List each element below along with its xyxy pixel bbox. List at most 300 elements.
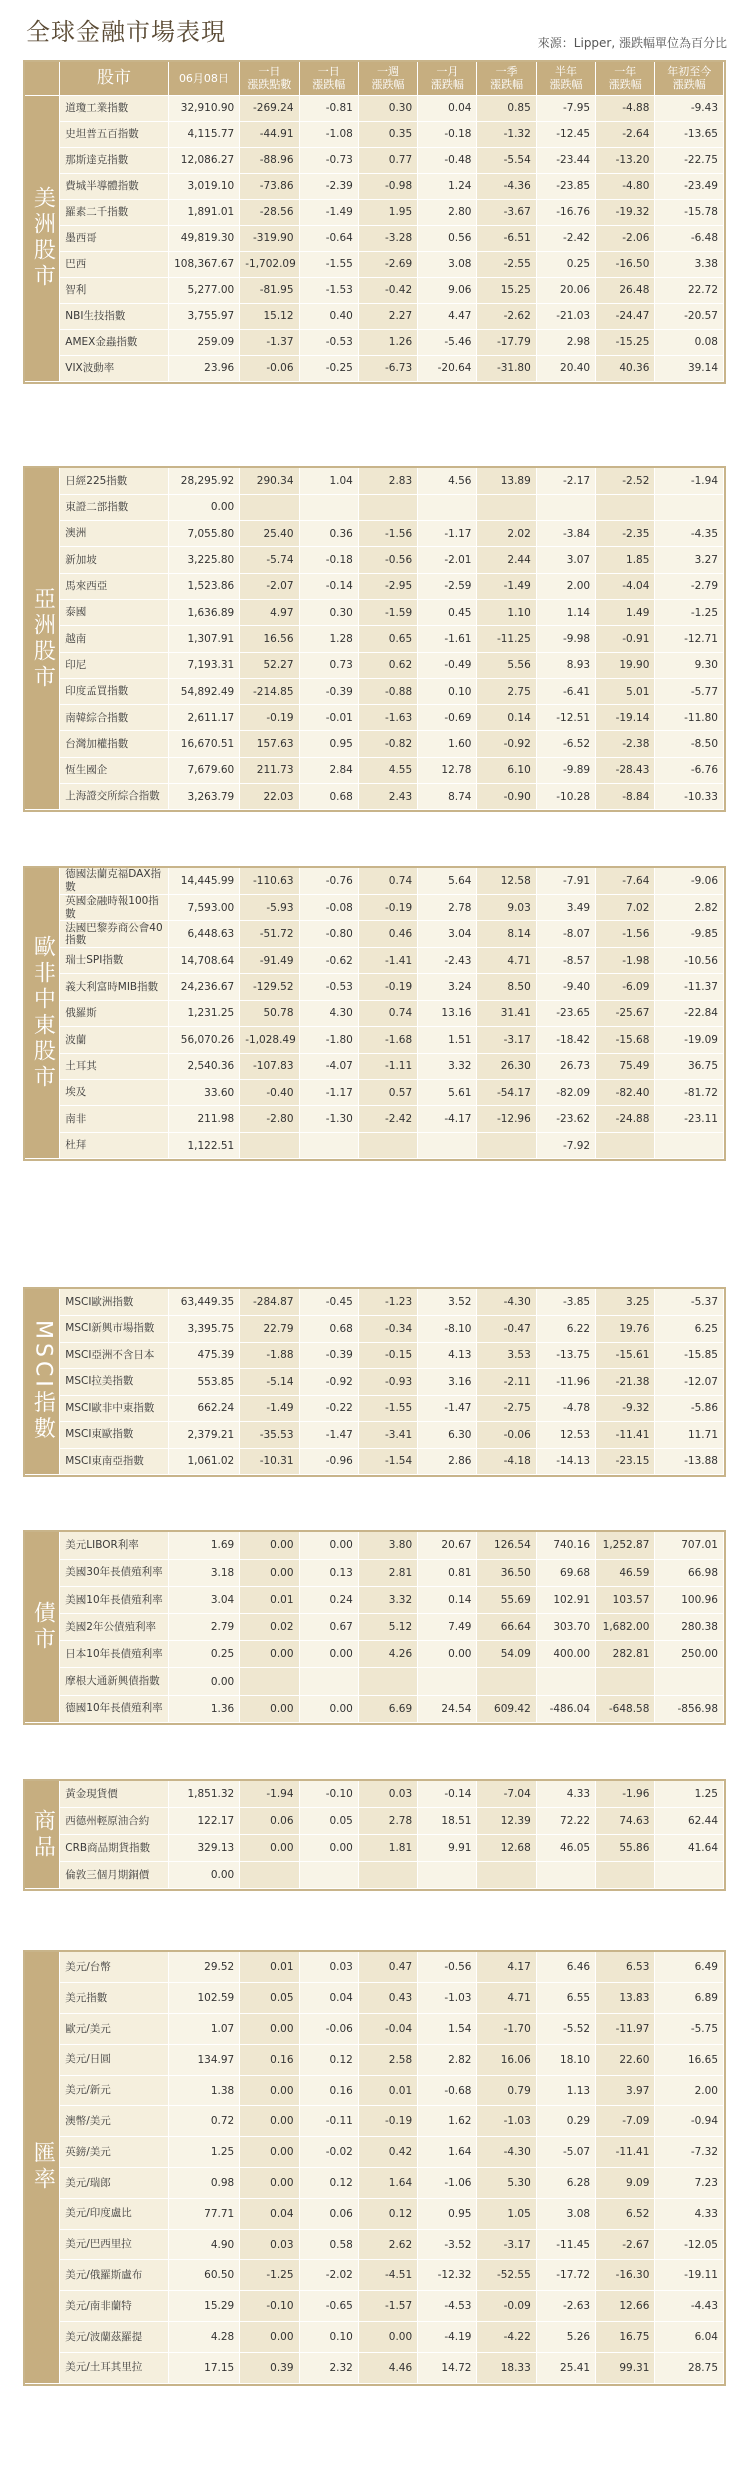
table-row xyxy=(25,678,724,704)
cell-value: 0.00 xyxy=(299,1835,358,1862)
row-name: 杜拜 xyxy=(60,1132,168,1158)
cell-value: 55.86 xyxy=(596,1835,655,1862)
cell-value: 12.66 xyxy=(596,2291,655,2322)
cell-value: -0.18 xyxy=(418,121,477,147)
cell-value: -8.57 xyxy=(536,947,595,973)
cell-value: 5.64 xyxy=(418,868,477,894)
cell-value: -1.47 xyxy=(299,1422,358,1449)
cell-value xyxy=(358,1668,417,1695)
cell-value: 12.58 xyxy=(477,868,536,894)
cell-value: 2.79 xyxy=(168,1614,240,1641)
column-header: 一月 漲跌幅 xyxy=(418,62,477,95)
table-row xyxy=(25,1000,724,1026)
cell-value: 3.49 xyxy=(536,894,595,920)
cell-value: 0.77 xyxy=(358,147,417,173)
cell-value: -22.84 xyxy=(655,1000,724,1026)
cell-value: 0.00 xyxy=(418,1641,477,1668)
cell-value: 20.67 xyxy=(418,1532,477,1559)
cell-value: -4.30 xyxy=(477,2137,536,2168)
cell-value: -5.14 xyxy=(240,1369,299,1396)
cell-value: -0.19 xyxy=(358,894,417,920)
cell-value: 22.72 xyxy=(655,277,724,303)
cell-value: -2.52 xyxy=(596,468,655,494)
cell-value: 1,122.51 xyxy=(168,1132,240,1158)
cell-value: 62.44 xyxy=(655,1808,724,1835)
table-row xyxy=(25,329,724,355)
cell-value: 6.04 xyxy=(655,2322,724,2353)
cell-value: 7,593.00 xyxy=(168,894,240,920)
cell-value: 26.30 xyxy=(477,1053,536,1079)
cell-value: -0.19 xyxy=(358,974,417,1000)
cell-value: 3,019.10 xyxy=(168,173,240,199)
cell-value: 4.28 xyxy=(168,2322,240,2353)
cell-value: 18.51 xyxy=(418,1808,477,1835)
cell-value: 1.95 xyxy=(358,199,417,225)
cell-value: 23.96 xyxy=(168,355,240,381)
table-row xyxy=(25,95,724,121)
cell-value: 99.31 xyxy=(596,2352,655,2383)
table-row xyxy=(25,573,724,599)
cell-value xyxy=(240,1862,299,1889)
cell-value: -6.73 xyxy=(358,355,417,381)
cell-value: 2.83 xyxy=(358,468,417,494)
cell-value: 0.68 xyxy=(299,1316,358,1343)
cell-value: 0.42 xyxy=(358,2137,417,2168)
row-name: 美元/台幣 xyxy=(60,1952,168,1983)
cell-value: -4.04 xyxy=(596,573,655,599)
cell-value: 0.00 xyxy=(299,1532,358,1559)
row-name: 恆生國企 xyxy=(60,757,168,783)
cell-value: 3.38 xyxy=(655,251,724,277)
cell-value: 0.30 xyxy=(358,95,417,121)
cell-value: 16.65 xyxy=(655,2044,724,2075)
cell-value: 1.25 xyxy=(655,1781,724,1808)
cell-value: -1.49 xyxy=(299,199,358,225)
cell-value: 1.60 xyxy=(418,731,477,757)
cell-value: 1,891.01 xyxy=(168,199,240,225)
table-row xyxy=(25,1983,724,2014)
cell-value: -0.25 xyxy=(299,355,358,381)
cell-value: 1.13 xyxy=(536,2075,595,2106)
cell-value: -1.25 xyxy=(240,2260,299,2291)
cell-value: 0.12 xyxy=(299,2044,358,2075)
cell-value: -11.41 xyxy=(596,2137,655,2168)
cell-value: -18.42 xyxy=(536,1027,595,1053)
cell-value: 16.75 xyxy=(596,2322,655,2353)
cell-value: 0.14 xyxy=(477,705,536,731)
cell-value: -648.58 xyxy=(596,1695,655,1722)
cell-value: -1.30 xyxy=(299,1106,358,1132)
table-row xyxy=(25,1342,724,1369)
cell-value: -5.37 xyxy=(655,1289,724,1316)
table-row xyxy=(25,652,724,678)
cell-value: 400.00 xyxy=(536,1641,595,1668)
cell-value: 36.75 xyxy=(655,1053,724,1079)
cell-value: 3.97 xyxy=(596,2075,655,2106)
cell-value: -81.95 xyxy=(240,277,299,303)
cell-value: 0.45 xyxy=(418,599,477,625)
cell-value: -3.41 xyxy=(358,1422,417,1449)
cell-value: 1.51 xyxy=(418,1027,477,1053)
cell-value: -12.07 xyxy=(655,1369,724,1396)
cell-value: -8.84 xyxy=(596,784,655,810)
cell-value: 0.14 xyxy=(418,1586,477,1613)
cell-value xyxy=(655,1668,724,1695)
cell-value: -12.96 xyxy=(477,1106,536,1132)
cell-value: 0.00 xyxy=(240,2106,299,2137)
cell-value: 0.73 xyxy=(299,652,358,678)
cell-value: 12.53 xyxy=(536,1422,595,1449)
cell-value xyxy=(596,1668,655,1695)
cell-value: 12.78 xyxy=(418,757,477,783)
cell-value: 0.01 xyxy=(358,2075,417,2106)
cell-value xyxy=(536,494,595,520)
row-name: 智利 xyxy=(60,277,168,303)
cell-value: -2.06 xyxy=(596,225,655,251)
cell-value: -28.56 xyxy=(240,199,299,225)
cell-value: -23.11 xyxy=(655,1106,724,1132)
cell-value: 134.97 xyxy=(168,2044,240,2075)
cell-value: -0.49 xyxy=(418,652,477,678)
table-row xyxy=(25,173,724,199)
cell-value: 0.46 xyxy=(358,921,417,947)
cell-value: -0.81 xyxy=(299,95,358,121)
cell-value: -0.06 xyxy=(240,355,299,381)
cell-value: -82.40 xyxy=(596,1080,655,1106)
cell-value: 0.39 xyxy=(240,2352,299,2383)
cell-value xyxy=(418,1668,477,1695)
cell-value: -6.41 xyxy=(536,678,595,704)
table-row xyxy=(25,147,724,173)
cell-value: -9.43 xyxy=(655,95,724,121)
table-row xyxy=(25,1532,724,1559)
section-table xyxy=(23,1287,726,1477)
cell-value: 26.48 xyxy=(596,277,655,303)
cell-value: 77.71 xyxy=(168,2198,240,2229)
cell-value: 5.01 xyxy=(596,678,655,704)
cell-value: -3.52 xyxy=(418,2229,477,2260)
cell-value: 0.35 xyxy=(358,121,417,147)
cell-value: 0.05 xyxy=(240,1983,299,2014)
cell-value: 14.72 xyxy=(418,2352,477,2383)
row-name: 美元/南非蘭特 xyxy=(60,2291,168,2322)
row-name: CRB商品期貨指數 xyxy=(60,1835,168,1862)
cell-value: -35.53 xyxy=(240,1422,299,1449)
column-header: 一週 漲跌幅 xyxy=(358,62,417,95)
row-name: 印度孟買指數 xyxy=(60,678,168,704)
cell-value: -1.11 xyxy=(358,1053,417,1079)
cell-value: -1.08 xyxy=(299,121,358,147)
cell-value: -1.03 xyxy=(477,2106,536,2137)
cell-value: -12.45 xyxy=(536,121,595,147)
table-row xyxy=(25,1027,724,1053)
cell-value: 157.63 xyxy=(240,731,299,757)
cell-value xyxy=(299,1132,358,1158)
table-row xyxy=(25,1106,724,1132)
cell-value: -7.04 xyxy=(477,1781,536,1808)
cell-value: -2.63 xyxy=(536,2291,595,2322)
cell-value: 0.25 xyxy=(168,1641,240,1668)
cell-value xyxy=(240,1132,299,1158)
cell-value: 2.81 xyxy=(358,1559,417,1586)
row-name: 澳幣/美元 xyxy=(60,2106,168,2137)
cell-value: -54.17 xyxy=(477,1080,536,1106)
table-row xyxy=(25,1952,724,1983)
cell-value: 0.29 xyxy=(536,2106,595,2137)
cell-value xyxy=(477,1668,536,1695)
cell-value: 1,252.87 xyxy=(596,1532,655,1559)
column-header: 06月08日 xyxy=(168,62,240,95)
cell-value: -1.56 xyxy=(596,921,655,947)
cell-value: 25.40 xyxy=(240,521,299,547)
cell-value: 0.00 xyxy=(240,2075,299,2106)
cell-value: -0.06 xyxy=(477,1422,536,1449)
cell-value: 2.82 xyxy=(655,894,724,920)
cell-value: -0.45 xyxy=(299,1289,358,1316)
cell-value: 6.28 xyxy=(536,2168,595,2199)
cell-value: -1.32 xyxy=(477,121,536,147)
cell-value: 0.03 xyxy=(299,1952,358,1983)
cell-value: 1.05 xyxy=(477,2198,536,2229)
row-name: 美國10年長債殖利率 xyxy=(60,1586,168,1613)
cell-value: 0.72 xyxy=(168,2106,240,2137)
cell-value: -0.18 xyxy=(299,547,358,573)
cell-value: -15.85 xyxy=(655,1342,724,1369)
cell-value: 13.89 xyxy=(477,468,536,494)
cell-value: -1.17 xyxy=(299,1080,358,1106)
cell-value: -24.47 xyxy=(596,303,655,329)
table-row xyxy=(25,199,724,225)
cell-value: 0.16 xyxy=(299,2075,358,2106)
cell-value: -14.13 xyxy=(536,1448,595,1475)
cell-value: -0.14 xyxy=(418,1781,477,1808)
cell-value: -269.24 xyxy=(240,95,299,121)
cell-value: 2.80 xyxy=(418,199,477,225)
cell-value: -13.20 xyxy=(596,147,655,173)
cell-value: 3.04 xyxy=(168,1586,240,1613)
column-header: 一日 漲跌幅 xyxy=(299,62,358,95)
table-row xyxy=(25,303,724,329)
cell-value: 0.00 xyxy=(358,2322,417,2353)
cell-value: -0.39 xyxy=(299,678,358,704)
row-name: 東證二部指數 xyxy=(60,494,168,520)
cell-value xyxy=(240,494,299,520)
cell-value: 4.33 xyxy=(536,1781,595,1808)
cell-value: 18.33 xyxy=(477,2352,536,2383)
table-row xyxy=(25,1448,724,1475)
cell-value: -1.17 xyxy=(418,521,477,547)
cell-value: 0.58 xyxy=(299,2229,358,2260)
cell-value: -1,028.49 xyxy=(240,1027,299,1053)
cell-value: -129.52 xyxy=(240,974,299,1000)
cell-value: 0.02 xyxy=(240,1614,299,1641)
cell-value: -0.92 xyxy=(299,1369,358,1396)
cell-value: 5.30 xyxy=(477,2168,536,2199)
cell-value: 54.09 xyxy=(477,1641,536,1668)
cell-value: 1.36 xyxy=(168,1695,240,1722)
cell-value: -4.43 xyxy=(655,2291,724,2322)
cell-value: -0.34 xyxy=(358,1316,417,1343)
cell-value: -107.83 xyxy=(240,1053,299,1079)
cell-value: 15.12 xyxy=(240,303,299,329)
table-row xyxy=(25,1641,724,1668)
table-row xyxy=(25,2168,724,2199)
cell-value: -0.65 xyxy=(299,2291,358,2322)
cell-value: -3.17 xyxy=(477,2229,536,2260)
cell-value: -0.42 xyxy=(358,277,417,303)
table-row xyxy=(25,1695,724,1722)
cell-value: 1,682.00 xyxy=(596,1614,655,1641)
row-name: 歐元/美元 xyxy=(60,2014,168,2045)
cell-value: 4.47 xyxy=(418,303,477,329)
cell-value: -0.88 xyxy=(358,678,417,704)
table-row xyxy=(25,2044,724,2075)
row-name: 俄羅斯 xyxy=(60,1000,168,1026)
cell-value: -1.37 xyxy=(240,329,299,355)
cell-value: -24.88 xyxy=(596,1106,655,1132)
cell-value: -4.53 xyxy=(418,2291,477,2322)
cell-value: -19.14 xyxy=(596,705,655,731)
cell-value: -0.62 xyxy=(299,947,358,973)
cell-value: 13.16 xyxy=(418,1000,477,1026)
cell-value: 2,611.17 xyxy=(168,705,240,731)
cell-value: -1.49 xyxy=(477,573,536,599)
cell-value: 2.62 xyxy=(358,2229,417,2260)
cell-value: -52.55 xyxy=(477,2260,536,2291)
row-name: MSCI新興市場指數 xyxy=(60,1316,168,1343)
cell-value: -4.22 xyxy=(477,2322,536,2353)
cell-value: -1.80 xyxy=(299,1027,358,1053)
row-name: 美元/新元 xyxy=(60,2075,168,2106)
cell-value: -31.80 xyxy=(477,355,536,381)
cell-value: 20.06 xyxy=(536,277,595,303)
column-header: 一季 漲跌幅 xyxy=(477,62,536,95)
cell-value: 13.83 xyxy=(596,1983,655,2014)
cell-value: 5,277.00 xyxy=(168,277,240,303)
cell-value: 3.08 xyxy=(536,2198,595,2229)
cell-value: -0.39 xyxy=(299,1342,358,1369)
cell-value: -91.49 xyxy=(240,947,299,973)
row-name: 波蘭 xyxy=(60,1027,168,1053)
cell-value: -3.84 xyxy=(536,521,595,547)
cell-value: -9.06 xyxy=(655,868,724,894)
cell-value: 6.30 xyxy=(418,1422,477,1449)
cell-value: 6.49 xyxy=(655,1952,724,1983)
cell-value: 3,263.79 xyxy=(168,784,240,810)
cell-value: -10.33 xyxy=(655,784,724,810)
cell-value: -0.96 xyxy=(299,1448,358,1475)
cell-value: 0.00 xyxy=(240,1641,299,1668)
table-row xyxy=(25,468,724,494)
cell-value: 122.17 xyxy=(168,1808,240,1835)
section-label-text: 歐非中東股市 xyxy=(30,935,56,1092)
cell-value: -11.97 xyxy=(596,2014,655,2045)
row-name: 巴西 xyxy=(60,251,168,277)
cell-value: -0.68 xyxy=(418,2075,477,2106)
cell-value: -12.71 xyxy=(655,626,724,652)
cell-value: 475.39 xyxy=(168,1342,240,1369)
cell-value: -9.89 xyxy=(536,757,595,783)
cell-value: -2.62 xyxy=(477,303,536,329)
cell-value: 8.14 xyxy=(477,921,536,947)
data-table xyxy=(25,62,724,382)
row-name: 美元/巴西里拉 xyxy=(60,2229,168,2260)
cell-value: 3.80 xyxy=(358,1532,417,1559)
cell-value: -0.22 xyxy=(299,1395,358,1422)
cell-value: 3.52 xyxy=(418,1289,477,1316)
cell-value: -10.31 xyxy=(240,1448,299,1475)
cell-value: 9.03 xyxy=(477,894,536,920)
cell-value: -1.57 xyxy=(358,2291,417,2322)
table-row xyxy=(25,355,724,381)
cell-value: -9.32 xyxy=(596,1395,655,1422)
row-name: 上海證交所綜合指數 xyxy=(60,784,168,810)
cell-value: 4.26 xyxy=(358,1641,417,1668)
table-row xyxy=(25,494,724,520)
cell-value: -2.67 xyxy=(596,2229,655,2260)
cell-value: 46.05 xyxy=(536,1835,595,1862)
cell-value: 6,448.63 xyxy=(168,921,240,947)
cell-value xyxy=(477,1862,536,1889)
row-name: 美元/日圓 xyxy=(60,2044,168,2075)
cell-value: 1.26 xyxy=(358,329,417,355)
table-row xyxy=(25,2260,724,2291)
cell-value xyxy=(596,1132,655,1158)
cell-value: 1,307.91 xyxy=(168,626,240,652)
cell-value: -2.11 xyxy=(477,1369,536,1396)
cell-value: 553.85 xyxy=(168,1369,240,1396)
cell-value: 9.91 xyxy=(418,1835,477,1862)
cell-value: -6.76 xyxy=(655,757,724,783)
cell-value: -23.62 xyxy=(536,1106,595,1132)
section-label-text: MSCI指數 xyxy=(30,1320,56,1443)
cell-value: 0.68 xyxy=(299,784,358,810)
cell-value: -1.55 xyxy=(299,251,358,277)
cell-value: -0.82 xyxy=(358,731,417,757)
table-row xyxy=(25,1781,724,1808)
row-name: 史坦普五百指數 xyxy=(60,121,168,147)
cell-value: -8.07 xyxy=(536,921,595,947)
cell-value: -319.90 xyxy=(240,225,299,251)
cell-value: 20.40 xyxy=(536,355,595,381)
cell-value: 8.93 xyxy=(536,652,595,678)
cell-value: 1,061.02 xyxy=(168,1448,240,1475)
cell-value: -1.68 xyxy=(358,1027,417,1053)
cell-value: -4.30 xyxy=(477,1289,536,1316)
cell-value xyxy=(477,1132,536,1158)
cell-value: 52.27 xyxy=(240,652,299,678)
row-name: NBI生技指數 xyxy=(60,303,168,329)
header-spacer xyxy=(25,62,60,95)
table-row xyxy=(25,2322,724,2353)
cell-value: 1.04 xyxy=(299,468,358,494)
row-name: 那斯達克指數 xyxy=(60,147,168,173)
cell-value: 0.47 xyxy=(358,1952,417,1983)
cell-value: -9.98 xyxy=(536,626,595,652)
cell-value: -0.90 xyxy=(477,784,536,810)
row-name: 道瓊工業指數 xyxy=(60,95,168,121)
cell-value: -15.61 xyxy=(596,1342,655,1369)
row-name: 英國金融時報100指數 xyxy=(60,894,168,920)
table-row xyxy=(25,547,724,573)
cell-value: 3.53 xyxy=(477,1342,536,1369)
cell-value: -2.79 xyxy=(655,573,724,599)
header-name: 股市 xyxy=(60,62,168,95)
cell-value: -1.63 xyxy=(358,705,417,731)
cell-value: 0.00 xyxy=(240,1559,299,1586)
table-row xyxy=(25,2352,724,2383)
cell-value: 3.25 xyxy=(596,1289,655,1316)
